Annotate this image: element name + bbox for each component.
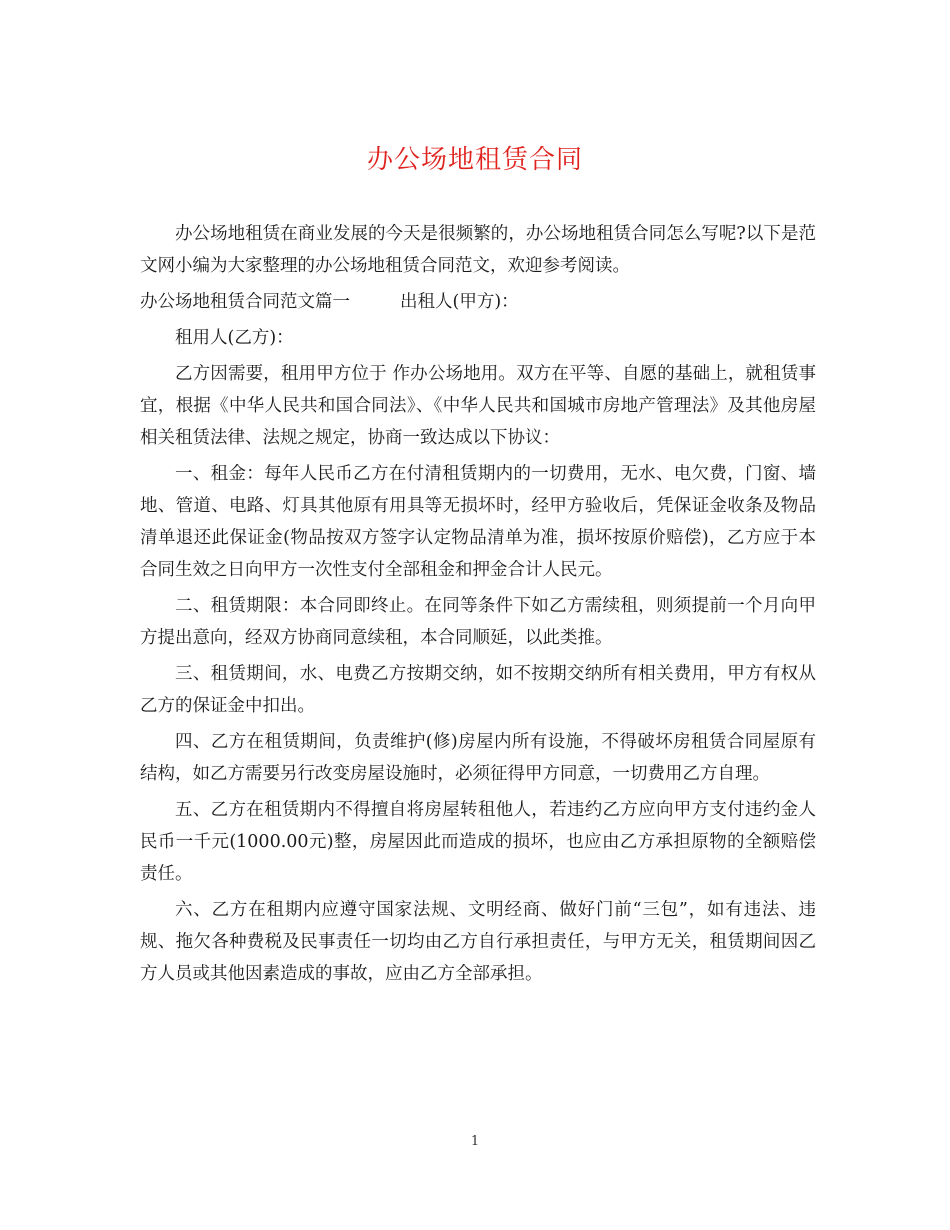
lessor-label: 出租人(甲方)： — [400, 292, 519, 312]
clause-paragraph: 四、乙方在租赁期间，负责维护(修)房屋内所有设施，不得破坏房租赁合同屋原有结构，如乙方需要另行改变房屋设施时，必须征得甲方同意，一切费用乙方自理。 — [140, 732, 816, 784]
lessee-label: 租用人(乙方)： — [175, 328, 294, 348]
clause-paragraph: 六、乙方在租期内应遵守国家法规、文明经商、做好门前“三包”，如有违法、违规、拖欠各种费税及民事责任一切均由乙方自行承担责任，与甲方无关，租赁期间因乙方人员或其他因素造成的事故，应由乙方全部承担。 — [140, 900, 816, 984]
clause-paragraph: 三、租赁期间，水、电费乙方按期交纳，如不按期交纳所有相关费用，甲方有权从乙方的保证金中扣出。 — [140, 664, 816, 716]
page-number: 1 — [470, 1134, 480, 1149]
clause-paragraph: 二、租赁期限：本合同即终止。在同等条件下如乙方需续租，则须提前一个月向甲方提出意向，经双方协商同意续租，本合同顺延，以此类推。 — [140, 596, 816, 648]
section-heading: 办公场地租赁合同范文篇一 — [140, 292, 350, 312]
intro-paragraph: 办公场地租赁在商业发展的今天是很频繁的，办公场地租赁合同怎么写呢?以下是范文网小编为大家整理的办公场地租赁合同范文，欢迎参考阅读。 — [140, 224, 816, 276]
document-body — [140, 218, 816, 994]
document-title: 办公场地租赁合同 — [366, 145, 583, 175]
clause-paragraph: 乙方因需要，租用甲方位于 作办公场地用。双方在平等、自愿的基础上，就租赁事宜，根据《中华人民共和国合同法》、《中华人民共和国城市房地产管理法》及其他房屋相关租赁法律、法规之规定，协商一致达成以下协议： — [140, 364, 816, 448]
clause-paragraph: 一、租金：每年人民币乙方在付清租赁期内的一切费用，无水、电欠费，门窗、墙地、管道、电路、灯具其他原有用具等无损坏时，经甲方验收后，凭保证金收条及物品清单退还此保证金(物品按双方签字认定物品清单为准，损坏按原价赔偿)，乙方应于本合同生效之日向甲方一次性支付全部租金和押金合计人民元。 — [140, 464, 816, 580]
clause-paragraph: 五、乙方在租赁期内不得擅自将房屋转租他人，若违约乙方应向甲方支付违约金人民币一千元(1000.00元)整，房屋因此而造成的损坏，也应由乙方承担原物的全额赔偿责任。 — [140, 800, 816, 884]
section-heading-line — [140, 286, 816, 318]
